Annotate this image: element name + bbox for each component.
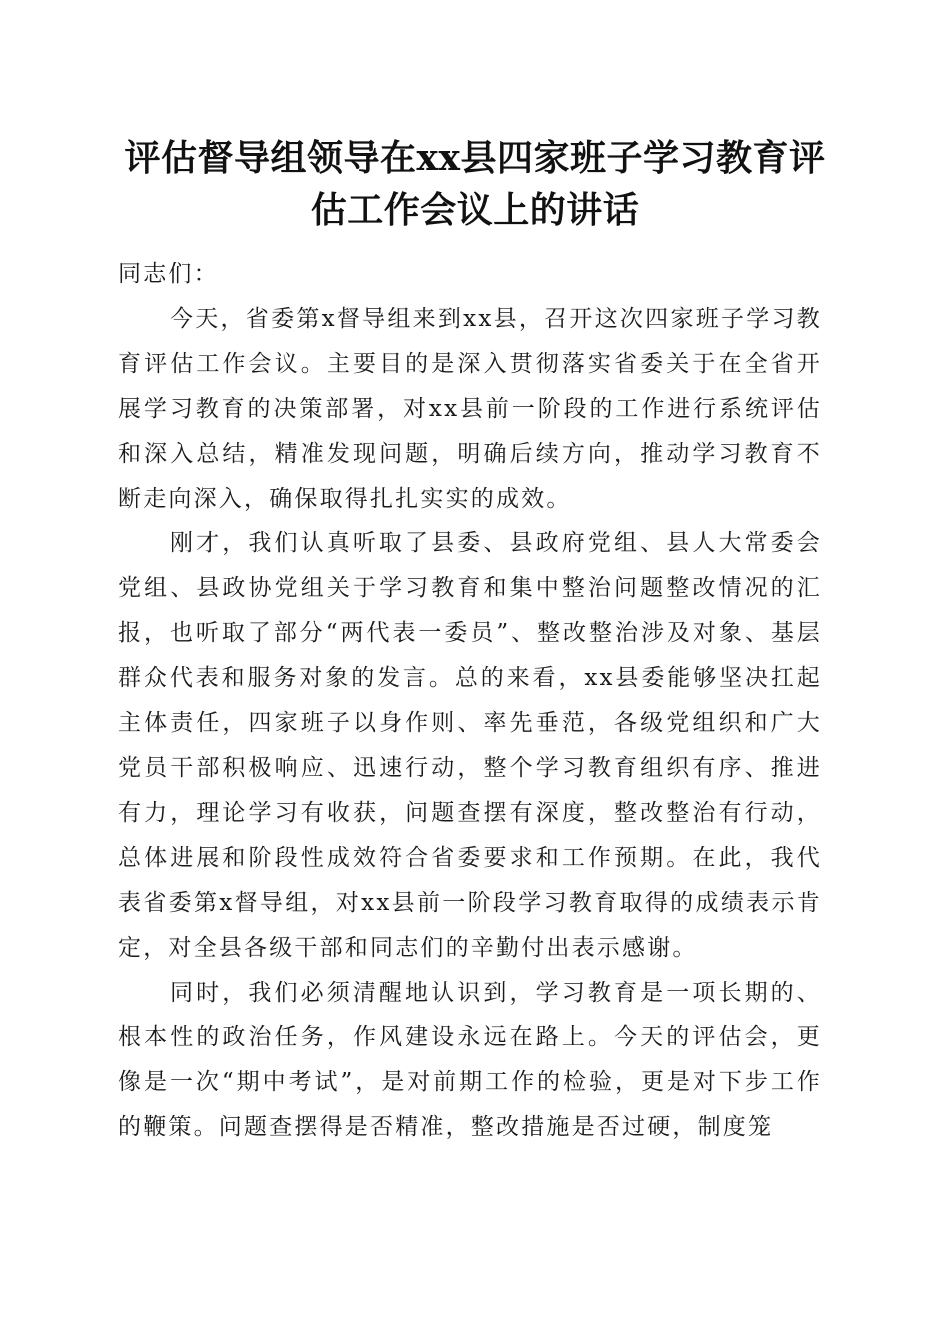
paragraph-2: 刚才，我们认真听取了县委、县政府党组、县人大常委会党组、县政协党组关于学习教育和集中整治问题整改情况的汇报，也听取了部分“两代表一委员”、整改整治涉及对象、基层群众代表和服务对象的发言。总的来看，xx县委能够坚决扛起主体责任，四家班子以身作则、率先垂范，各级党组织和广大党员干部积极响应、迅速行动，整个学习教育组织有序、推进有力，理论学习有收获，问题查摆有深度，整改整治有行动，总体进展和阶段性成效符合省委要求和工作预期。在此，我代表省委第x督导组，对xx县前一阶段学习教育取得的成绩表示肯定，对全县各级干部和同志们的辛勤付出表示感谢。 bbox=[118, 530, 822, 961]
salutation: 同志们： bbox=[118, 261, 219, 287]
document-body bbox=[118, 252, 822, 1150]
document-title: 评估督导组领导在xx县四家班子学习教育评估工作会议上的讲话 bbox=[124, 137, 826, 231]
paragraph-3: 同时，我们必须清醒地认识到，学习教育是一项长期的、根本性的政治任务，作风建设永远在路上。今天的评估会，更像是一次“期中考试”，是对前期工作的检验，更是对下步工作的鞭策。问题查摆得是否精准，整改措施是否过硬，制度笼 bbox=[118, 979, 822, 1141]
paragraph-1: 今天，省委第x督导组来到xx县，召开这次四家班子学习教育评估工作会议。主要目的是深入贯彻落实省委关于在全省开展学习教育的决策部署，对xx县前一阶段的工作进行系统评估和深入总结，精准发现问题，明确后续方向，推动学习教育不断走向深入，确保取得扎扎实实的成效。 bbox=[118, 305, 822, 512]
